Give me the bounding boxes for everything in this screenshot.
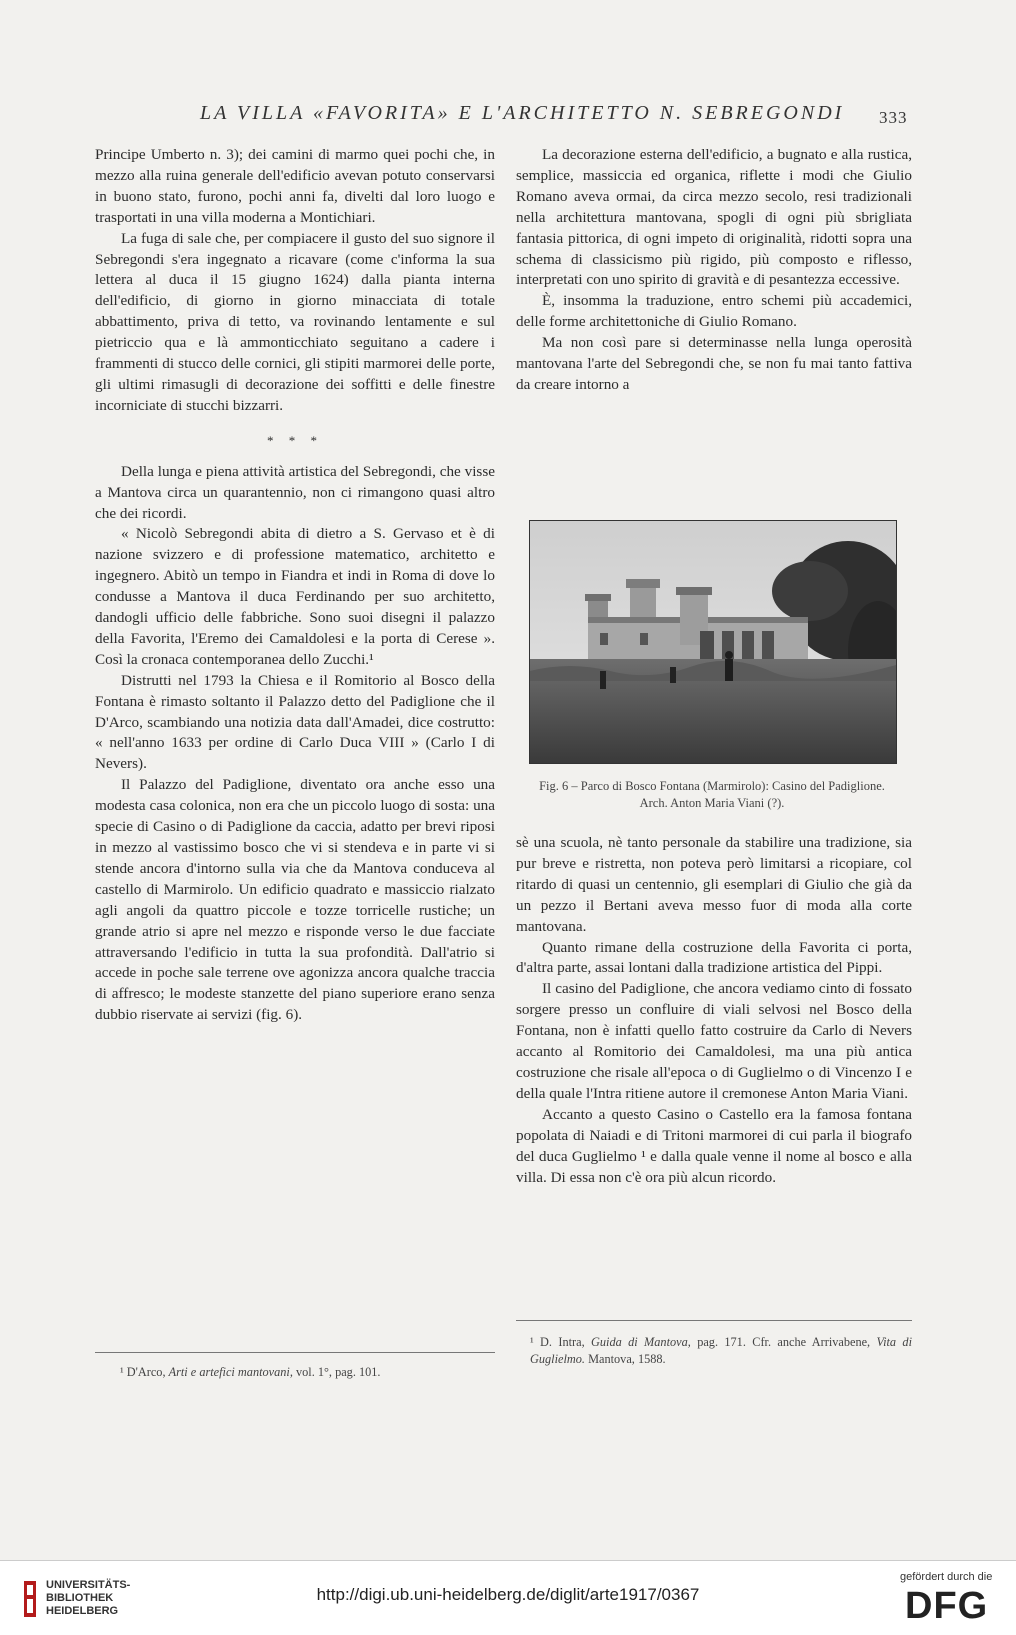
- funding-note: gefördert durch die: [900, 1571, 993, 1583]
- permalink-url[interactable]: http://digi.ub.uni-heidelberg.de/diglit/arte1917/0367: [316, 1585, 700, 1604]
- paragraph: Accanto a questo Casino o Castello era la famosa fontana popolata di Naiadi e di Tritoni marmorei di cui parla il biografo del duca Guglielmo ¹ e dalla quale venne il nome al bosco e alla villa. Di essa non c'è ora più alcun ricordo.: [516, 1105, 912, 1186]
- paragraph: Della lunga e piena attività artistica del Sebregondi, che visse a Mantova circa un quarantennio, non ci rimangono quasi altro che dei ricordi.: [95, 462, 495, 522]
- section-break: * * *: [267, 432, 323, 448]
- running-title: LA VILLA «FAVORITA» E L'ARCHITETTO N. SEBREGONDI: [200, 102, 845, 124]
- paragraph: Il Palazzo del Padiglione, diventato ora anche esso una modesta casa colonica, non era che un piccolo luogo di sosta: una specie di Casino o di Padiglione da caccia, adatto per brevi riposi in mezzo al vastissimo bosco che vi si stendeva e in parte vi si stende ancora d'intorno sulla via che da Mantova conduceva al castello di Marmirolo. Un edificio quadrato e massiccio rialzato agli angoli da quattro piccole e tozze torricelle rustiche; un grande atrio si apre nel mezzo e risponde verso le due facciate attraversando l'edificio in tutta la sua profondità. Dall'atrio si accede in poche sale terrene ove agonizza ancora qualche traccia di affresco; le modeste stanzette del piano superiore erano senza dubbio riservate ai servizi (fig. 6).: [95, 776, 495, 1024]
- left-column: [95, 145, 495, 1026]
- villa-photograph: [529, 520, 897, 764]
- footer-bar: [0, 1560, 1016, 1635]
- paragraph: Principe Umberto n. 3); dei camini di marmo quei pochi che, in mezzo alla ruina generale dell'edificio avevan potuto conservarsi in buono stato, furono, pochi anni fa, divelti dal loro luogo e trasportati in una villa moderna a Montichiari.: [95, 146, 495, 226]
- paragraph: Distrutti nel 1793 la Chiesa e il Romitorio al Bosco della Fontana è rimasto soltanto il Palazzo detto del Padiglione che il D'Arco, scambiando una notizia data dall'Amadei, dice costrutto: « nell'anno 1633 per ordine di Carlo Duca VIII » (Carlo I di Nevers).: [95, 671, 495, 773]
- paragraph: La fuga di sale che, per compiacere il gusto del suo signore il Sebregondi s'era ingegnato a ricavare (come c'informa la sua lettera al duca il 15 giugno 1624) dalla pianta interna dell'edificio, di giorno in giorno minacciata di totale abbattimento, priva di tetto, va rovinando lentamente e sul pietriccio qua e là ammonticchiato seguitano a cadere i frammenti di stucco delle cornici, gli stipiti marmorei delle porte, gli ultimi rimasugli di decorazione dei soffitti e delle finestre incorniciate di stucchi bizzarri.: [95, 229, 495, 414]
- paragraph: « Nicolò Sebregondi abita di dietro a S. Gervaso et è di nazione svizzero e di professione matematico, architetto e ingegnero. Abitò un tempo in Fiandra et indi in Roma di dove lo condusse a Mantova il duca Ferdinando per suo architetto, dandogli ufficio delle fabbriche. Sono suoi disegni il palazzo della Favorita, l'Eremo dei Camaldolesi e la porta di Cerese ». Così la cronaca contemporanea dello Zucchi.¹: [95, 525, 495, 668]
- dfg-logo: DFG: [905, 1585, 989, 1627]
- paragraph: La decorazione esterna dell'edificio, a bugnato e alla rustica, semplice, massiccia ed organica, riflette i modi che Giulio Romano aveva ormai, da circa mezzo secolo, resi tradizionali nella architettura mantovana, spogli di ogni più sbrigliata fantasia pittorica, di ogni impeto di originalità, ridotti sopra una schema di classicismo più rigido, più composto e riflesso, interpretati con uno spirito di gravità e di pesantezza eccessive.: [516, 146, 912, 289]
- paragraph: sè una scuola, nè tanto personale da stabilire una tradizione, sia pur breve e ristretta, non poteva però limitarsi a ricopiare, col ritardo di quasi un centennio, gli esemplari di Giulio che già da un pezzo il Bertani aveva messo fuor di moda alla corte mantovana.: [516, 834, 912, 935]
- footnote-rule-left: [95, 1352, 495, 1353]
- footnote-left: ¹ D'Arco, Arti e artefici mantovani, vol. 1°, pag. 101.: [120, 1365, 381, 1379]
- paragraph: È, insomma la traduzione, entro schemi più accademici, delle forme architettoniche di Giulio Romano.: [516, 292, 912, 331]
- footnote-right: ¹ D. Intra, Guida di Mantova, pag. 171. Cfr. anche Arrivabene, Vita di Guglielmo. Mantova, 1588.: [530, 1335, 912, 1366]
- right-column-bottom: [516, 833, 912, 1188]
- figure-6: [529, 520, 895, 812]
- paragraph: Il casino del Padiglione, che ancora vediamo cinto di fossato sorgere presso un confluire di viali selvosi nel Bosco della Fontana, non è infatti quello fatto costruire da Carlo di Nevers accanto al Romitorio dei Camaldolesi, ma una più antica costruzione che risale all'epoca o di Guglielmo o di Vincenzo I e della quale l'Intra ritiene autore il cremonese Anton Maria Viani.: [516, 980, 912, 1102]
- right-column-top: [516, 145, 912, 396]
- paragraph: Ma non così pare si determinasse nella lunga operosità mantovana l'arte del Sebregondi che, se non fu mai tanto fattiva da creare intorno a: [516, 334, 912, 393]
- paragraph: Quanto rimane della costruzione della Favorita ci porta, d'altra parte, assai lontani dalla tradizione artistica del Pippi.: [516, 938, 912, 977]
- page-number: 333: [879, 108, 908, 127]
- running-header: [0, 100, 1016, 130]
- institution-name: UNIVERSITÄTS- BIBLIOTHEK HEIDELBERG: [46, 1579, 131, 1617]
- footnote-rule-right: [516, 1320, 912, 1321]
- figure-caption: Fig. 6 – Parco di Bosco Fontana (Marmirolo): Casino del Padiglione. Arch. Anton Maria Viani (?).: [539, 779, 885, 810]
- photo-illustration: [530, 521, 896, 763]
